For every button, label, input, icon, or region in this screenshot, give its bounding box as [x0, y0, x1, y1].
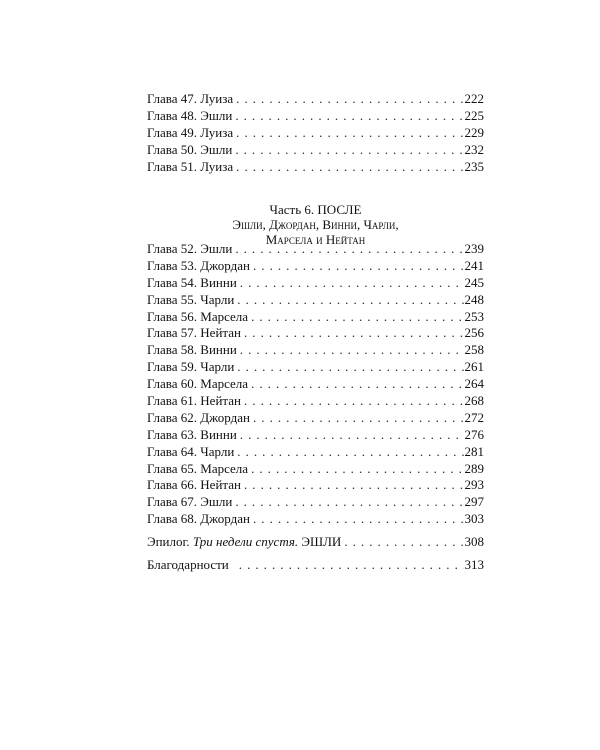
toc-entry [147, 142, 484, 159]
leader-dots [235, 494, 463, 511]
toc-entry [147, 292, 484, 309]
toc-entry-label: Глава 53. Джордан [147, 257, 250, 273]
toc-entry-page: 264 [464, 376, 484, 392]
toc-entry [147, 159, 484, 176]
toc-entry [147, 275, 484, 292]
toc-entry-page: 239 [464, 241, 484, 256]
toc-entry [147, 444, 484, 461]
leader-dots [253, 258, 464, 275]
leader-dots [235, 241, 463, 258]
toc-entry-page: 268 [464, 393, 484, 409]
toc-entry [147, 410, 484, 427]
toc-entry-label: Глава 57. Нейтан [147, 325, 241, 341]
toc-entry [147, 309, 484, 326]
leader-dots [344, 534, 463, 551]
part-characters-line-2: Марсела и Нейтан [265, 232, 366, 247]
toc-entry-page: 222 [464, 91, 484, 106]
toc-entry-page: 297 [464, 494, 484, 510]
toc-entry-page: 258 [464, 342, 484, 358]
toc-entry-label: Глава 49. Луиза [147, 124, 234, 140]
toc-entry [147, 494, 484, 511]
toc-entry-label: Глава 56. Марсела [147, 308, 249, 324]
toc-entry-page: 253 [464, 308, 484, 324]
toc-entry [147, 511, 484, 528]
leader-dots [253, 511, 464, 528]
leader-dots [244, 477, 464, 494]
toc-entry-label: Глава 62. Джордан [147, 409, 250, 425]
toc-entry-label: Глава 64. Чарли [147, 443, 235, 459]
toc-entry [147, 461, 484, 478]
toc-entry [147, 108, 484, 125]
leader-dots [251, 461, 463, 478]
toc-entry-label: Благодарности [147, 557, 229, 572]
leader-dots [236, 125, 463, 142]
leader-dots [253, 410, 464, 427]
toc-entry-label: Глава 65. Марсела [147, 460, 249, 476]
toc-entry-page: 229 [464, 124, 484, 140]
toc-acknowledgements [147, 557, 484, 574]
toc-entry [147, 325, 484, 342]
toc-entry-page: 225 [464, 107, 484, 123]
leader-dots [251, 309, 463, 326]
toc-group-1 [147, 91, 484, 175]
toc-entry-epilogue [147, 534, 484, 551]
epilogue-suffix: ЭШЛИ [298, 534, 342, 549]
toc-entry [147, 359, 484, 376]
epilogue-prefix: Эпилог. [147, 534, 193, 549]
toc-entry-page: 289 [464, 460, 484, 476]
toc-entry-page: 261 [464, 359, 484, 375]
toc-entry [147, 427, 484, 444]
toc-entry-label: Глава 60. Марсела [147, 376, 249, 392]
toc-epilogue [147, 534, 484, 551]
toc-entry-page: 313 [464, 557, 484, 572]
toc-entry-label [147, 534, 341, 551]
leader-dots [251, 376, 463, 393]
toc-entry-label: Глава 66. Нейтан [147, 477, 241, 493]
toc-entry-label: Глава 68. Джордан [147, 511, 250, 527]
toc-entry-label: Глава 55. Чарли [147, 291, 235, 307]
toc-entry-label: Глава 61. Нейтан [147, 393, 241, 409]
toc-entry-label: Глава 52. Эшли [147, 241, 233, 256]
toc-entry [147, 91, 484, 108]
leader-dots [244, 325, 464, 342]
toc-entry-label: Глава 50. Эшли [147, 141, 233, 157]
toc-entry-page: 276 [464, 426, 484, 442]
leader-dots [240, 427, 464, 444]
leader-dots [236, 159, 463, 176]
leader-dots [240, 342, 464, 359]
leader-dots [239, 557, 464, 574]
toc-entry [147, 258, 484, 275]
toc-entry-page: 241 [464, 257, 484, 273]
toc-entry-page: 245 [464, 274, 484, 290]
leader-dots [237, 359, 463, 376]
toc-entry [147, 342, 484, 359]
epilogue-italic: Три недели спустя. [192, 534, 299, 549]
toc-entry-page: 303 [464, 511, 484, 527]
toc-entry [147, 241, 484, 258]
toc-entry-page: 308 [464, 534, 484, 549]
part-characters-line-1: Эшли, Джордан, Винни, Чарли, [232, 217, 399, 232]
toc-entry-acknowledgements [147, 557, 484, 574]
toc-entry-label: Глава 67. Эшли [147, 494, 233, 510]
toc-entry-page: 232 [464, 141, 484, 157]
toc-entry-page: 281 [464, 443, 484, 459]
toc-entry-label: Глава 54. Винни [147, 274, 237, 290]
toc-entry [147, 477, 484, 494]
leader-dots [240, 275, 464, 292]
toc-entry-label: Глава 58. Винни [147, 342, 237, 358]
toc-entry-page: 256 [464, 325, 484, 341]
leader-dots [235, 108, 463, 125]
toc-entry [147, 376, 484, 393]
toc-entry-page: 235 [464, 158, 484, 174]
toc-entry-label: Глава 59. Чарли [147, 359, 235, 375]
toc-entry-page: 272 [464, 409, 484, 425]
leader-dots [244, 393, 464, 410]
toc-entry [147, 125, 484, 142]
toc-entry-label: Глава 63. Винни [147, 426, 237, 442]
part-title: Часть 6. ПОСЛЕ [269, 202, 362, 217]
toc-group-2 [147, 241, 484, 528]
leader-dots [236, 91, 463, 108]
toc-entry-label: Глава 51. Луиза [147, 158, 234, 174]
toc-entry-label: Глава 47. Луиза [147, 91, 234, 106]
toc-entry-page: 293 [464, 477, 484, 493]
leader-dots [237, 292, 463, 309]
leader-dots [237, 444, 463, 461]
toc-entry [147, 393, 484, 410]
leader-dots [235, 142, 463, 159]
toc-entry-label: Глава 48. Эшли [147, 107, 233, 123]
toc-entry-page: 248 [464, 291, 484, 307]
